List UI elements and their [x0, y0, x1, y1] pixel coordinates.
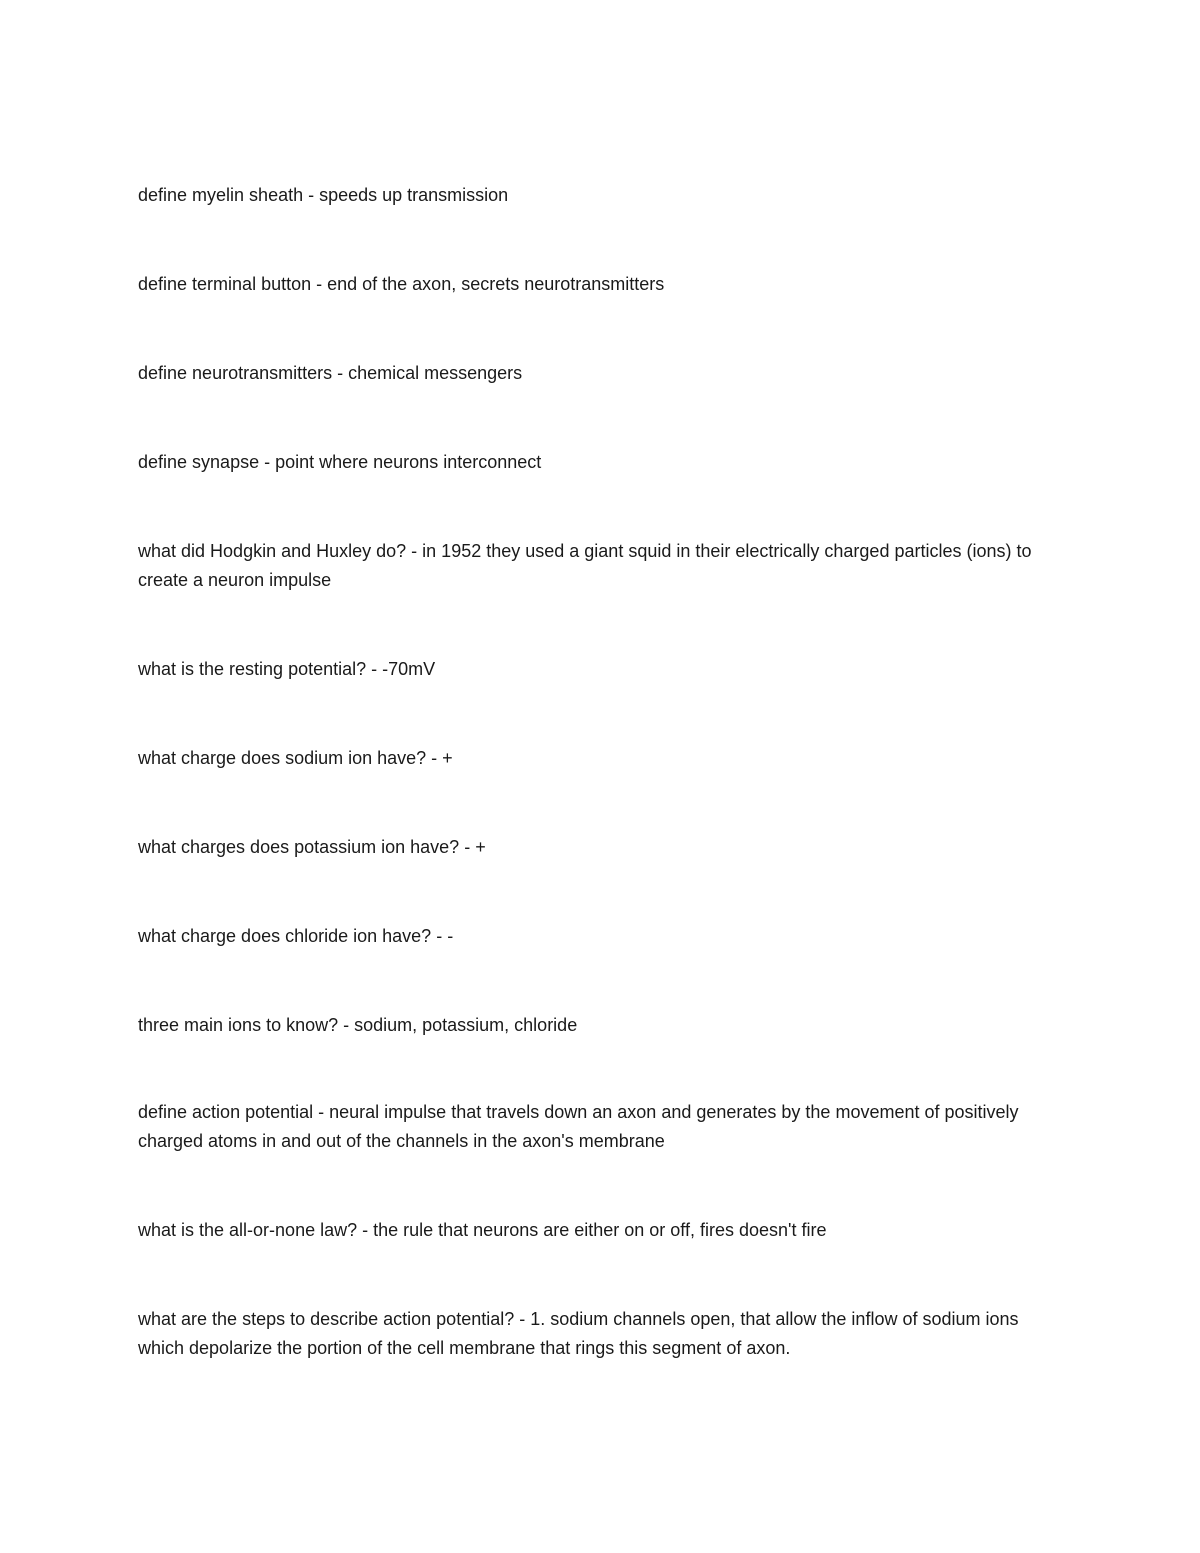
- flashcard-entry-hodgkin-huxley: what did Hodgkin and Huxley do? - in 1952 they used a giant squid in their electrically charged particles (ions) to create a neuron impulse: [138, 541, 1032, 590]
- flashcard-entry-potassium-charge: what charges does potassium ion have? - +: [138, 837, 486, 857]
- flashcard-entry-myelin-sheath: define myelin sheath - speeds up transmission: [138, 185, 509, 205]
- flashcard-entry-neurotransmitters: define neurotransmitters - chemical messengers: [138, 363, 523, 383]
- flashcard-entry-three-ions: three main ions to know? - sodium, potassium, chloride: [138, 1015, 578, 1035]
- flashcard-entry-synapse: define synapse - point where neurons interconnect: [138, 452, 542, 472]
- flashcard-entry-terminal-button: define terminal button - end of the axon, secrets neurotransmitters: [138, 274, 665, 294]
- flashcard-entry-resting-potential: what is the resting potential? - -70mV: [138, 659, 436, 679]
- flashcard-entry-sodium-charge: what charge does sodium ion have? - +: [138, 748, 453, 768]
- flashcard-entry-action-potential-steps: what are the steps to describe action potential? - 1. sodium channels open, that allow the inflow of sodium ions which depolarize the portion of the cell membrane that rings this segment of axon.: [138, 1309, 1019, 1358]
- flashcard-entry-all-or-none-law: what is the all-or-none law? - the rule that neurons are either on or off, fires doesn't fire: [138, 1220, 827, 1240]
- flashcard-entry-action-potential: define action potential - neural impulse that travels down an axon and generates by the movement of positively charged atoms in and out of the channels in the axon's membrane: [138, 1102, 1019, 1151]
- flashcard-entry-chloride-charge: what charge does chloride ion have? - -: [138, 926, 454, 946]
